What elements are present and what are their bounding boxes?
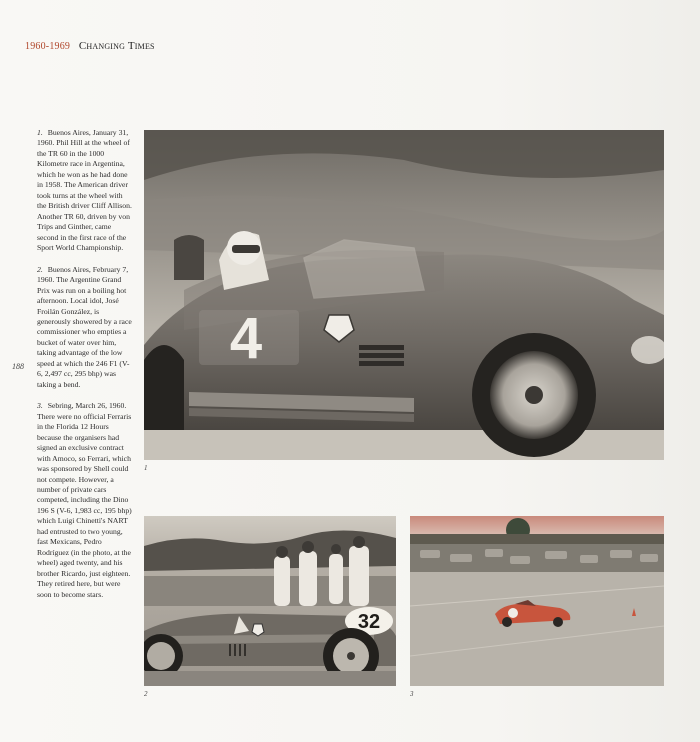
photo-label-2: 2 xyxy=(144,690,148,698)
photo-1-image xyxy=(144,130,664,460)
running-header xyxy=(25,40,155,52)
photo-2-image xyxy=(144,516,396,686)
page-number: 188 xyxy=(12,362,24,371)
captions-column xyxy=(37,128,132,611)
caption-text: Buenos Aires, January 31, 1960. Phil Hill at the wheel of the TR 60 in the 1000 Kilometre race in Argentina, which he won as he had done in 1958. The American driver took turns at the wheel with the British driver Cliff Allison. Another TR 60, driven by von Trips and Ginther, came second in the first race of the Sport World Championship. xyxy=(37,128,132,253)
caption-2 xyxy=(37,265,132,391)
caption-1 xyxy=(37,128,132,254)
photo-sebring-track xyxy=(410,516,664,686)
caption-text: Buenos Aires, February 7, 1960. The Argentine Grand Prix was run on a boiling hot afternoon. Local idol, José Froilán González, is generously showered by a race commissioner who empties a bucket of water over him, taking advantage of the low speed at which the 246 F1 (V-6, 2,497 cc, 295 bhp) was taking a bend. xyxy=(37,264,132,389)
header-chapter: Changing Times xyxy=(78,40,155,52)
car-number-32: 32 xyxy=(357,611,381,633)
header-years: 1960-1969 xyxy=(25,41,71,52)
photo-label-3: 3 xyxy=(410,690,414,698)
caption-text: Sebring, March 26, 1960. There were no official Ferraris in the Florida 12 Hours because the organisers had signed an exclusive contract with Amoco, so Ferrari, which was sponsored by Shell could not compete. However, a number of private cars competed, including the Dino 196 S (V-6, 1,983 cc, 195 bhp) which Luigi Chinetti's NART had entrusted to two young, fast Mexicans, Pedro Rodríguez (in the photo, at the wheel) aged twenty, and his brother Ricardo, just eighteen. They retired here, but were soon to become stars. xyxy=(37,401,132,599)
caption-3 xyxy=(37,401,132,600)
car-number-4: 4 xyxy=(229,306,263,371)
photo-label-1: 1 xyxy=(144,464,148,472)
caption-number: 2. xyxy=(37,264,43,274)
caption-number: 3. xyxy=(37,401,43,411)
caption-number: 1. xyxy=(37,128,43,137)
photo-3-image xyxy=(410,516,664,686)
photo-race-car-closeup xyxy=(144,130,664,460)
photo-grand-prix-shower xyxy=(144,516,396,686)
